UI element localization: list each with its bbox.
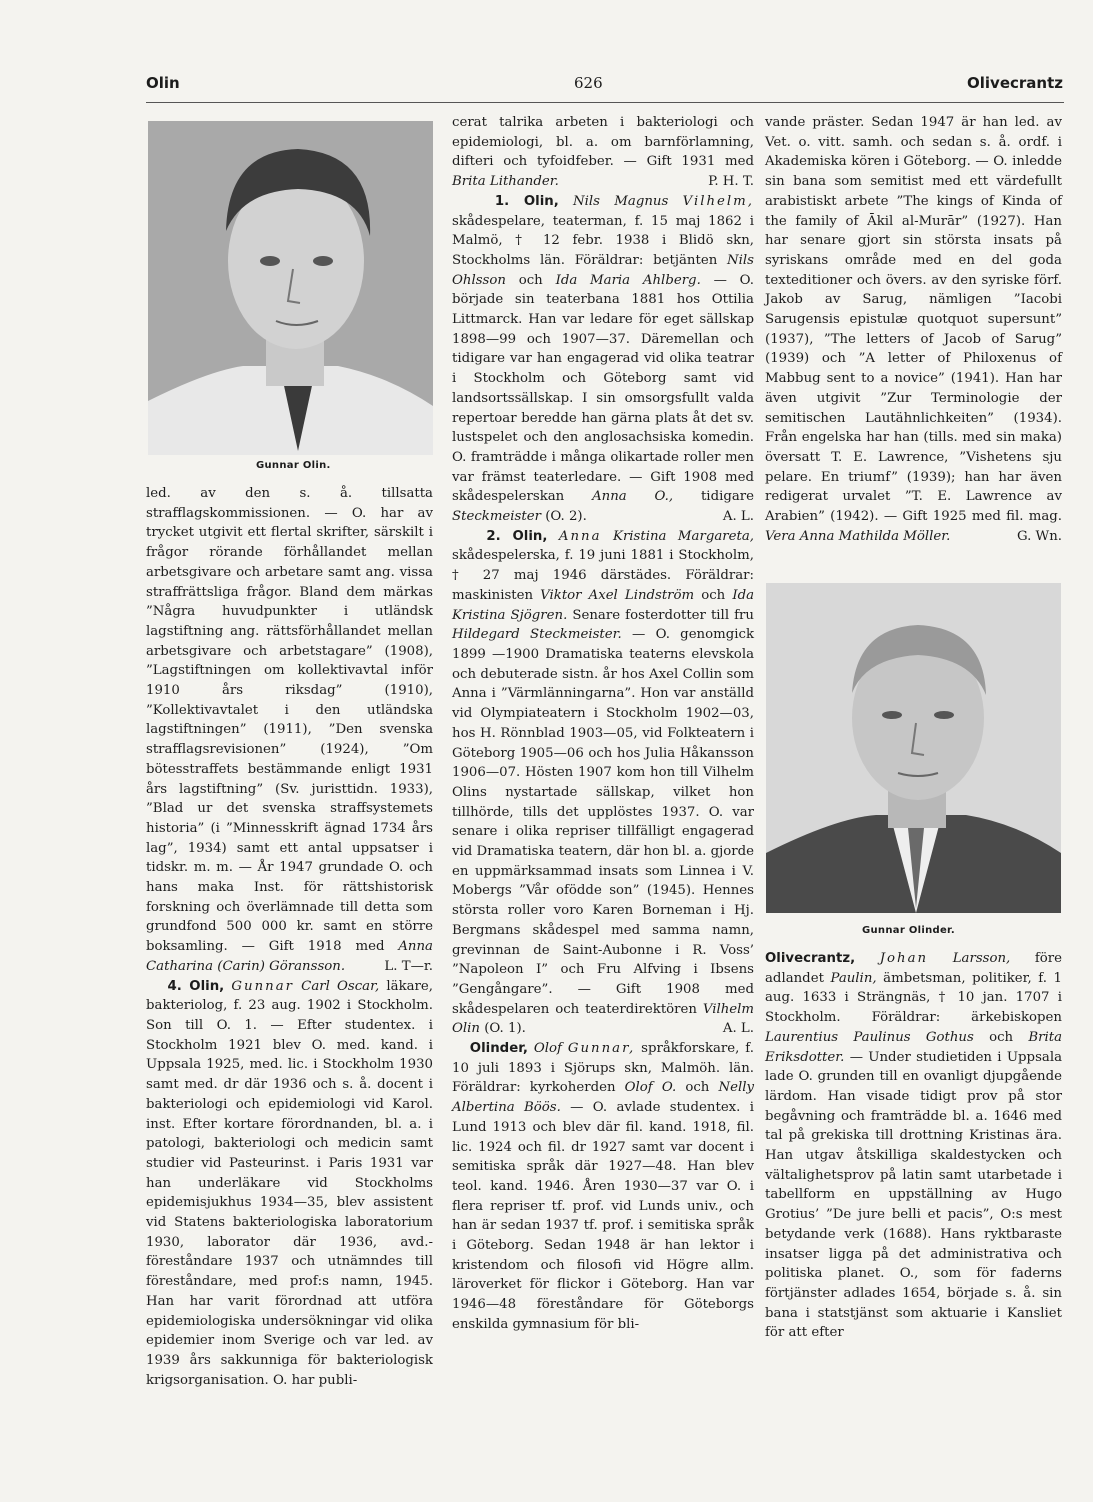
name-italic: Vera Anna Mathilda Möller. (765, 528, 951, 544)
name-italic: Ida Maria Ahlberg. (555, 272, 701, 288)
name-spaced: Gunnar, (567, 1041, 636, 1057)
name-spaced: Gunnar (231, 978, 294, 994)
author-signature: P. H. T. (708, 174, 754, 190)
name-spaced: Anna (558, 528, 602, 544)
name-italic: Nelly Albertina Böös. (452, 1080, 754, 1116)
entry-headword: Olivecrantz, (765, 951, 856, 966)
name-italic: Laurentius Paulinus Gothus (765, 1029, 974, 1045)
author-signature: L. T—r. (384, 958, 433, 974)
entry-headword: 1. Olin, (494, 193, 559, 209)
name-italic: Olof O. (624, 1080, 677, 1096)
portrait-gunnar-olin (148, 121, 433, 455)
entry-headword: Olinder, (469, 1041, 528, 1057)
portrait-silhouette-icon (148, 121, 433, 455)
author-signature: A. L. (722, 509, 754, 525)
name-italic: Anna Catharina (Carin) Göransson. (146, 939, 433, 974)
page-number: 626 (574, 74, 603, 92)
entry-olinder: Olinder, Olof Gunnar, språkforskare, f. 10 juli 1893 i Sjörups skn, Malmöh. län. Föräldrar: kyrkoherden Olof O. och Nelly Albertina Böös. — O. avlade studentex. i Lund 1913 och blev där fil. kand. 1918, fil. lic. 1924 och fil. dr 1927 samt var docent i semitiska språk där 1927—48. Han blev teol. kand. 1946. Åren 1930—37 var O. i flera repriser tf. prof. vid Lunds univ., och han är sedan 1937 tf. prof. i semitiska språk i Göteborg. Sedan 1948 är han lektor i kristendom och filosofi vid Högre allm. läroverket för flickor i Göteborg. Han var 1946—48 föreståndare för Göteborgs enskilda gymnasium för bli- (452, 1041, 754, 1332)
entry-olin-anna: 2. Olin, Anna Kristina Margareta, skådespelerska, f. 19 juni 1881 i Stockholm, † 27 maj 1946 därstädes. Föräldrar: maskinisten Viktor Axel Lindström och Ida Kristina Sjögren. Senare fosterdotter till fru Hildegard Steckmeister. — O. genomgick 1899 —1900 Dramatiska teaterns elevskola och debuterade sistn. år hos Axel Collin som Anna i ”Värmlänningarna”. Hon var anställd vid Olympiateatern i Stockholm 1902—03, hos H. Rönnblad 1903—05, vid Folkteatern i Göteborg 1905—06 och hos Julia Håkansson 1906—07. Hösten 1907 kom hon till Vilhelm Olins nystartade sällskap, vilket hon tillhörde, tills det upplöstes 1937. O. var senare i olika repriser tillfälligt engagerad vid Dramatiska teatern, där hon bl. a. gjorde en uppmärksammad insats som Linnea i V. Mobergs ”Vår ofödde son” (1945). Hennes största roller voro Karen Borneman i Hj. Bergmans skådespel med samma namn, grevinnan de Saint-Aubonne i R. Voss’ ”Napoleon I” och Fru Alfving i Ibsens ”Gengångare”. — Gift 1908 med skådespelaren och teaterdirektören Vilhelm Olin (O. 1). A. L. (452, 527, 754, 1039)
name-italic: Viktor Axel Lindström (540, 587, 695, 603)
author-signature: G. Wn. (1016, 528, 1062, 544)
name-italic: Steckmeister (452, 509, 541, 525)
name-italic: Carl Oscar, (301, 978, 380, 994)
entry-olin-gunnar: 4. Olin, Gunnar Carl Oscar, läkare, bakteriolog, f. 23 aug. 1902 i Stockholm. Son till O. 1. — Efter studentex. i Stockholm 1921 blev O. med. kand. i Uppsala 1925, med. lic. i Stockholm 1930 samt med. dr där 1936 och s. å. docent i bakteriologi och epidemiologi vid Karol. inst. Efter kortare förordnanden, bl. a. i patologi, bakteriologi och medicin samt studier vid Pasteurinst. i Paris 1931 var han underläkare vid Stockholms epidemisjukhus 1934—35, blev assistent vid Statens bakteriologiska laboratorium 1930, laborator där 1936, avd.-föreståndare 1937 och utnämndes till föreståndare, med prof:s namn, 1945. Han har varit förordnad att utföra epidemiologiska undersökningar vid olika epidemier inom Sverige och var led. av 1939 års sakkunniga för bakteriologisk krigsorganisation. O. har publi- (146, 978, 434, 1388)
author-signature: A. L. (722, 1021, 754, 1037)
name-italic: Ida Kristina Sjögren. (452, 587, 755, 623)
name-spaced: Vilhelm, (682, 193, 754, 209)
running-head-left: Olin (146, 74, 180, 92)
running-head-right: Olivecrantz (967, 74, 1063, 92)
name-italic: Hildegard Steckmeister. (452, 627, 622, 643)
photo-caption-olinder: Gunnar Olinder. (862, 925, 955, 936)
name-italic: Anna O., (592, 489, 674, 505)
name-italic: Kristina Margareta, (613, 528, 754, 544)
name-italic: Paulin, (830, 970, 877, 986)
entry-headword: 2. Olin, (486, 528, 548, 544)
name-italic: Nils Magnus (573, 193, 669, 209)
name-italic: Vilhelm Olin (452, 1001, 754, 1037)
paragraph: cerat talrika arbeten i bakteriologi och epidemiologi, bl. a. om barnförlamning, difteri och tyfoidfeber. — Gift 1931 med Brita Lithander. P. H. T. (452, 113, 754, 192)
paragraph: vande präster. Sedan 1947 är han led. av Vet. o. vitt. samh. och sedan s. å. ordf. i Akademiska kören i Göteborg. — O. inledde sin bana som semitist med ett värdefullt arabistiskt arbete ”The kings of Kinda of the family of Ākil al-Murār” (1927). Han har senare gjort sin största insats på syriskans område med en del goda texteditioner och övers. av den syriske förf. Jakob av Sarug, nämligen ”Iacobi Sarugensis epistulæ quotquot supersunt” (1937), ”The letters of Jacob of Sarug” (1939) och ”A letter of Philoxenus of Mabbug sent to a novice” (1941). Han har även utgivit ”Zur Terminologie der semitischen Lautähnlichkeiten” (1934). Från engelska har han (tills. med sin maka) översatt T. E. Lawrence, ”Vishetens sju pelare. En triumf” (1939); han har även redigerat urvalet ”T. E. Lawrence av Arabien” (1942). — Gift 1925 med fil. mag. Vera Anna Mathilda Möller. G. Wn. (765, 113, 1062, 564)
name-italic: Brita Lithander. (452, 174, 559, 190)
text-column-1 (146, 484, 433, 1390)
photo-spacer (765, 564, 1062, 949)
paragraph: led. av den s. å. tillsatta strafflagskommissionen. — O. har av trycket utgivit ett flertal skrifter, särskilt i frågor rörande förhållandet mellan arbetsgivare och arbetare samt ang. vissa straffrättsliga frågor. Bland dem märkas ”Några huvudpunkter i utländsk lagstiftning ang. rättsförhållandet mellan arbetsgivare och arbetstagare” (1908), ”Lagstiftningen om kollektivavtal inför 1910 års riksdag” (1910), ”Kollektivavtalet i den utländska lagstiftningen” (1911), ”Den svenska strafflagsrevisionen” (1924), ”Om bötesstraffets bestämmande enligt 1931 års lagstiftning” (Sv. juristtidn. 1933), ”Blad ur det svenska straffsystemets historia” (i ”Minnesskrift ägnad 1734 års lag”, 1934) samt ett antal uppsatser i tidskr. m. m. — År 1947 grundade O. och hans maka Inst. för rättshistorisk forskning och överlämnade till detta som grundfond 500 000 kr. samt en större boksamling. — Gift 1918 med Anna Catharina (Carin) Göransson. L. T—r. (146, 484, 433, 977)
name-italic: Brita Eriksdotter. (765, 1029, 1062, 1065)
entry-headword: 4. Olin, (167, 978, 225, 994)
name-italic: Olof (533, 1041, 562, 1057)
text-column-3 (765, 113, 1062, 1343)
entry-olin-vilhelm: 1. Olin, Nils Magnus Vilhelm, skådespelare, teaterman, f. 15 maj 1862 i Malmö, † 12 febr. 1938 i Blidö skn, Stockholms län. Föräldrar: betjänten Nils Ohlsson och Ida Maria Ahlberg. — O. började sin teaterbana 1881 hos Ottilia Littmarck. Han var ledare för eget sällskap 1898—99 och 1907—37. Däremellan och tidigare var han engagerad vid olika teatrar i Stockholm och Göteborg samt vid landsortssällskap. I sin omsorgsfullt valda repertoar beredde han gärna plats åt det sv. lustspelet och den anglosachsiska komedin. O. framträdde i många olikartade roller men var främst teaterledare. — Gift 1908 med skådespelerskan Anna O., tidigare Steckmeister (O. 2). A. L. (452, 192, 754, 527)
name-spaced: Johan (879, 951, 929, 966)
text-column-2 (452, 113, 754, 1335)
entry-olivecrantz: Olivecrantz, Johan Larsson, före adlandet Paulin, ämbetsman, politiker, f. 1 aug. 1633 i Strängnäs, † 10 jan. 1707 i Stockholm. Föräldrar: ärkebiskopen Laurentius Paulinus Gothus och Brita Eriksdotter. — Under studietiden i Uppsala lade O. grunden till en ovanligt djupgående lärdom. Han visade tidigt prov på stor begåvning och framträdde bl. a. 1646 med tal på grekiska till drottning Kristinas ära. Han utgav åtskilliga skaldestycken och vältalighetsprov på latin samt utarbetade i tabellform en uppställning av Hugo Grotius’ ”De jure belli et pacis”, O:s mest betydande verk (1688). Hans ryktbaraste insatser ligga på det administrativa och politiska planet. O., som för faderns förtjänster adlades 1654, började s. å. sin bana i statstjänst som aktuarie i Kansliet för att efter (765, 951, 1062, 1341)
photo-caption-olin: Gunnar Olin. (256, 460, 331, 471)
name-italic: Nils Ohlsson (452, 252, 754, 288)
header-rule (146, 102, 1064, 103)
name-italic: Larsson, (952, 951, 1011, 966)
